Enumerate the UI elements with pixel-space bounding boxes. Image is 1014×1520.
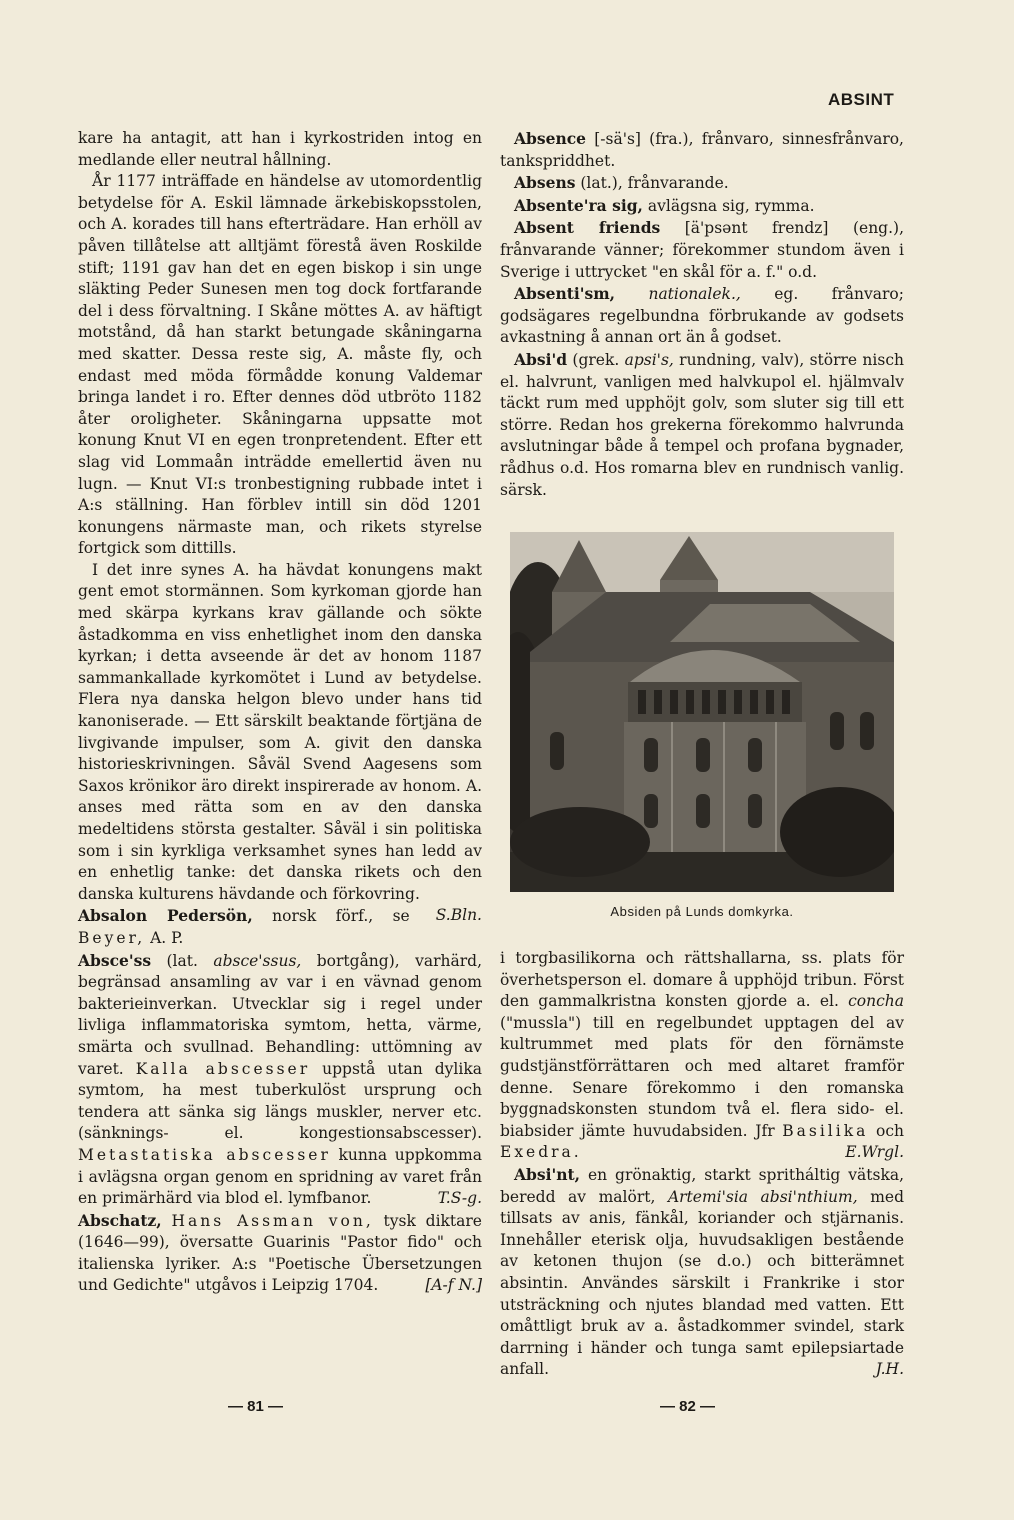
headword-absid: Absi'd <box>514 349 568 369</box>
headword-absentism: Absenti'sm, <box>514 284 616 304</box>
entry-text: [ä'psənt frendz] (eng.), frånvarande vänner; förekommer stundom även i Sverige i uttrycket "en skål för a. f." o.d. <box>500 219 904 281</box>
paragraph-1177: År 1177 inträffade en händelse av utomordentlig betydelse för A. Eskil lämnade ärkebiskopsstolen, och A. korades till hans efterträdare. Han erhöll av påven tillåtelse att alltjämt förestå även Roskilde stift; 1191 gav han det en egen biskop i sin unge släkting Peder Sunesen men tog dock fortfarande del i dess förvaltning. I Skåne möttes A. av häftigt motstånd, då han starkt betungade skåningarna med skatter. Dessa reste sig, A. måste fly, och endast med möda förmådde konung Valdemar bringa landet i ro. Efter dennes död utbröto 1182 åter oroligheter. Skåningarna uppsatte mot konung Knut VI en egen tronpretendent. Efter ett slag vid Lommaån inträdde emellertid även nu lugn. — Knut VI:s tronbestigning rubbade intet i A:s ställning. Han förblev intill sin död 1201 konungens närmaste man, och rikets styrelse fortgick som dittills. <box>78 172 482 558</box>
entry-abscess <box>78 950 482 1210</box>
entry-text: bortgång), varhärd, begränsad ansamling av var i en vävnad genom bakterieinverkan. Utvecklar sig i regel under livliga inflammatoriska symtom, hetta, värme, smärta och svullnad. Behandling: uttömning av varet. <box>78 951 482 1078</box>
figure-caption: Absiden på Lunds domkyrka. <box>610 904 794 919</box>
entry-text: ("mussla") till en regelbundet upptagen del av kultrummet med plats för den förnämste gudstjänstförrättaren och med altaret framför denne. Senare förekommo i den romanska byggnadskonsten stundom två el. flera sido- el. biabsider jämte huvudabsiden. Jfr <box>500 1013 904 1140</box>
signature-ewrgl: E.Wrgl. <box>845 1143 904 1162</box>
entry-text: A. P. <box>145 928 184 947</box>
right-column-top <box>500 128 904 501</box>
italic-term: Artemi'sia absi'nthium, <box>667 1187 858 1206</box>
headword-abscess: Absce'ss <box>78 950 152 970</box>
entry-absence <box>500 128 904 172</box>
headword-absent-friends: Absent friends <box>514 218 661 238</box>
entry-text: eg. frånvaro; godsägares regelbundna förbrukande av godsets avkastning å annan ort än å godset. <box>500 285 904 347</box>
signature-jh: J.H. <box>875 1360 904 1379</box>
italic-term: absce'ssus, <box>213 951 302 970</box>
signature-sbln: S.Bln. <box>435 906 482 925</box>
headword-absentera: Absente'ra sig, <box>514 195 643 215</box>
entry-abschatz <box>78 1210 482 1297</box>
italic-term: nationalek., <box>615 285 741 304</box>
headword-abschatz: Abschatz, <box>78 1210 162 1230</box>
entry-text: rundning, valv), större nisch el. halvrunt, vanligen med halvkupol el. hjälmvalv täckt rum med upphöjt golv, som sluter sig till ett större. Redan hos grekerna förekommo halvrunda avslutningar både å tempel och profana bygnader, rådhus o.d. Hos romarna blev en rundnisch vanlig. särsk. <box>500 350 904 499</box>
page-number-81: — 81 — <box>228 1398 284 1415</box>
headword-absint: Absi'nt, <box>514 1164 581 1184</box>
entry-absid-continued <box>500 948 904 1164</box>
italic-term: concha <box>848 992 904 1011</box>
signature-afn: [A-f N.] <box>425 1276 482 1295</box>
entry-absent-friends <box>500 217 904 283</box>
entry-text: och <box>868 1121 904 1140</box>
headword-absalon: Absalon Pedersön, <box>78 906 253 926</box>
apse-photo <box>510 532 894 892</box>
entry-absentism <box>500 283 904 349</box>
entry-text: (lat.), frånvarande. <box>575 174 729 193</box>
entry-absentera <box>500 195 904 218</box>
entry-text: en grönaktig, starkt spritháltig vätska, beredd av malört, <box>500 1165 904 1206</box>
left-column <box>78 128 482 1297</box>
entry-text: i torgbasilikorna och rättshallarna, ss. plats för överhetsperson el. domare å upphöjd tribun. Först den gammalkristna konsten gjorde a. el. <box>500 949 904 1011</box>
entry-text: kunna uppkomma i avlägsna organ genom en spridning av varet från en primärhärd via blod el. lymfbanor. <box>78 1145 482 1208</box>
page-number-82: — 82 — <box>660 1398 716 1415</box>
entry-text: norsk förf., se <box>252 907 410 926</box>
entry-text: uppstå utan dylika symtom, ha mest tuberkulöst ursprung och tendera att sänka sig längs muskler, nerver etc. (sänknings- el. kongestionsabscesser). <box>78 1059 482 1143</box>
cross-reference-beyer: Beyer, <box>78 928 146 947</box>
entry-text: [-sä's] (fra.), frånvaro, sinnesfrånvaro, tankspriddhet. <box>500 130 904 170</box>
cross-reference-exedra: Exedra. <box>500 1143 582 1162</box>
spaced-term: Kalla abscesser <box>135 1059 311 1078</box>
headword-absens: Absens <box>514 173 576 193</box>
paragraph-inre-text: I det inre synes A. ha hävdat konungens makt gent emot stormännen. Som kyrkoman gjorde han med skärpa kyrkans krav gällande och sökte åstadkomma en viss enhetlighet inom den danska kyrkan; i detta avseende är det av honom 1187 sammankallade kyrkomötet i Lund av betydelse. Flera nya danska helgon blevo under hans tid kanoniserade. — Ett särskilt beaktande förtjäna de livgivande impulser, som A. givit den danska historieskrivningen. Såväl Svend Aagesens som Saxos krönikor äro direkt inspirerade av honom. A. anses med rätta som en av den danska medeltidens största gestalter. Såväl i sin politiska som i sin kyrkliga verksamhet synes han ledd av en enhetlig tanke: det danska rikets och den danska kulturens hävdande och förkovring. <box>78 560 482 903</box>
entry-absid <box>500 349 904 501</box>
entry-text: (lat. <box>151 951 214 970</box>
entry-text: (grek. <box>567 350 625 369</box>
entry-absint <box>500 1164 904 1381</box>
entry-text: med tillsats av anis, fänkål, koriander och stjärnanis. Innehåller eterisk olja, huvudsakligen bestående av ketonen thujon (se d.o.) och bitterämnet absintin. Användes särskilt i Frankrike i stor utsträckning och njutes blandad med vatten. Ett omåttligt bruk av a. åstadkommer svindel, stark darrning i händer och tunga samt epilepsiartade anfall. <box>500 1187 904 1379</box>
running-head: ABSINT <box>828 90 895 109</box>
figure-apse <box>510 532 894 919</box>
italic-term: apsi's, <box>624 350 674 369</box>
spaced-term: Metastatiska abscesser <box>78 1145 331 1164</box>
cross-reference-basilika: Basilika <box>782 1121 869 1140</box>
entry-text: tysk diktare (1646—99), översatte Guarinis "Pastor fido" och italienska lyriker. A:s "Poetische Übersetzungen und Gedichte" utgåvos i Leipzig 1704. <box>78 1211 482 1295</box>
headword-absence: Absence <box>514 129 587 148</box>
entry-text: avlägsna sig, rymma. <box>642 196 815 215</box>
spaced-name: Hans Assman von, <box>171 1211 374 1230</box>
right-column-bottom <box>500 948 904 1381</box>
paragraph-continuation: kare ha antagit, att han i kyrkostriden intog en medlande eller neutral hållning. <box>78 129 482 169</box>
entry-absens <box>500 172 904 195</box>
signature-tsg: T.S-g. <box>437 1189 482 1208</box>
